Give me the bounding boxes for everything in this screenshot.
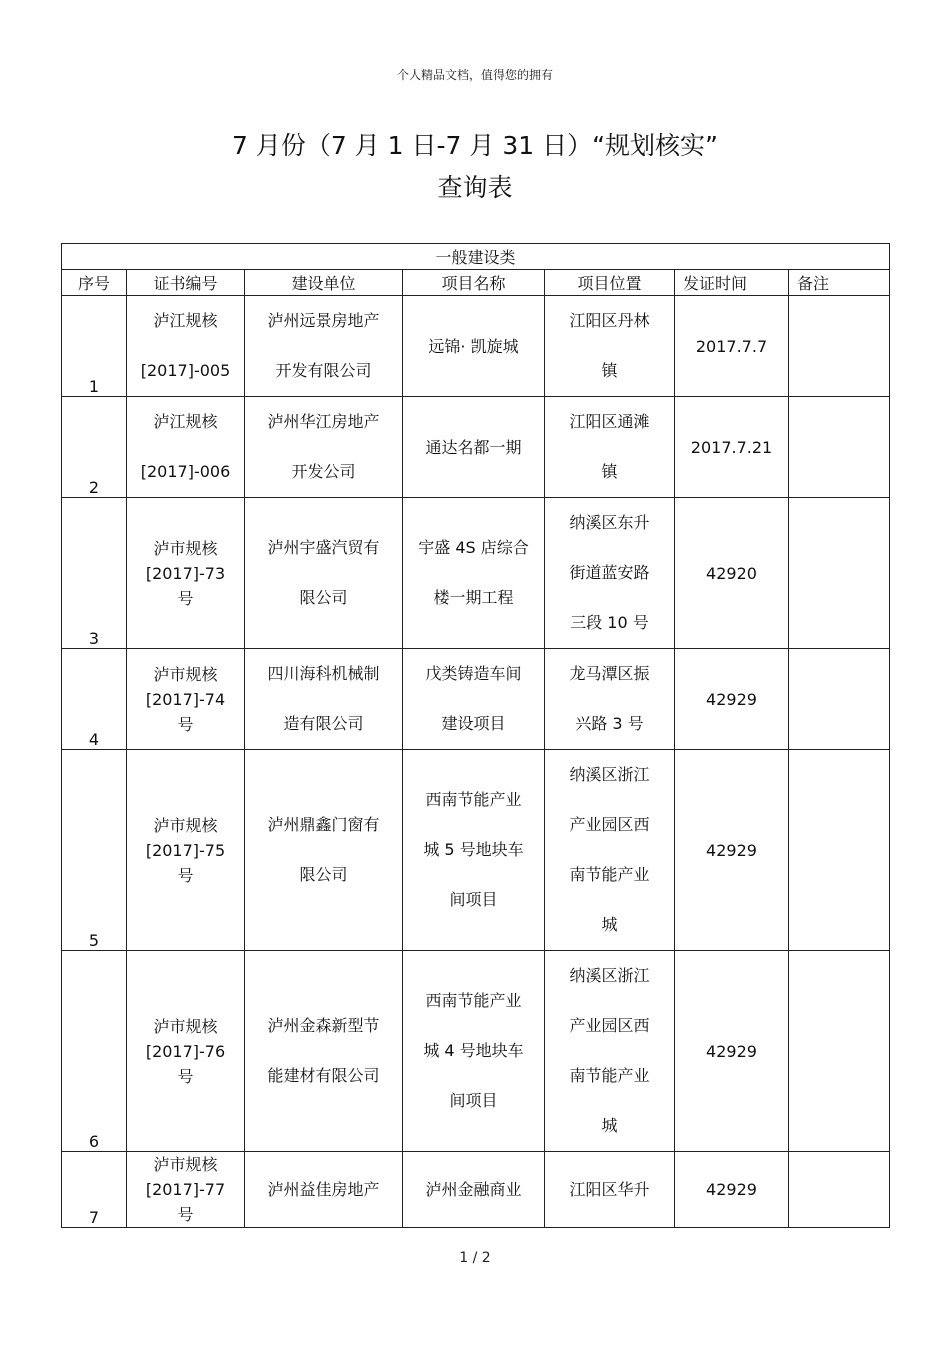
title-line-1: 7 月份（7 月 1 日-7 月 31 日）“规划核实” (232, 131, 718, 160)
cell-unit-line: 泸州金森新型节 (267, 1016, 380, 1035)
cell-date: 42929 (675, 951, 789, 1152)
cell-location-line: 纳溪区东升 (569, 513, 650, 532)
cell-project-line: 戊类铸造车间 (425, 664, 522, 683)
cell-unit-line: 泸州华江房地产 (267, 412, 380, 431)
cell-location (545, 750, 675, 951)
cell-location-line: 产业园区西 (569, 815, 650, 834)
col-header-seq: 序号 (62, 270, 127, 296)
cell-location-line: 镇 (601, 462, 618, 481)
table-body (62, 296, 890, 1228)
cell-seq: 7 (62, 1152, 127, 1228)
cell-project (403, 397, 545, 498)
cell-location (545, 1152, 675, 1228)
cell-unit-line: 泸州鼎鑫门窗有 (267, 815, 380, 834)
cell-project-line: 城 4 号地块车 (423, 1041, 524, 1060)
cell-location (545, 649, 675, 750)
title-line-2: 查询表 (437, 173, 513, 202)
cell-project-line: 宇盛 4S 店综合 (418, 538, 529, 557)
cell-note (789, 951, 890, 1152)
cell-unit-line: 泸州宇盛汽贸有 (267, 538, 380, 557)
cell-note (789, 649, 890, 750)
cell-unit-line: 四川海科机械制 (267, 664, 380, 683)
cell-unit-line: 造有限公司 (283, 714, 364, 733)
cell-cert-line: 泸市规核 (153, 538, 218, 558)
cell-project-line: 建设项目 (441, 714, 506, 733)
cell-cert-line: [2017]-006 (140, 462, 231, 481)
table-row (62, 750, 890, 951)
cell-cert-line: 号 (177, 588, 194, 608)
cell-location (545, 296, 675, 397)
cell-location (545, 397, 675, 498)
cell-project (403, 649, 545, 750)
cell-unit (245, 649, 403, 750)
col-header-cert: 证书编号 (127, 270, 245, 296)
cell-seq: 3 (62, 498, 127, 649)
table-row (62, 397, 890, 498)
cell-project-line: 间项目 (449, 890, 498, 909)
cell-location-line: 镇 (601, 361, 618, 380)
cell-cert-line: 泸市规核 (153, 815, 218, 835)
cell-cert-line: 泸市规核 (153, 1155, 218, 1174)
cell-location-line: 产业园区西 (569, 1016, 650, 1035)
cell-cert-line: 号 (177, 1205, 194, 1224)
cell-unit (245, 296, 403, 397)
page-title (0, 125, 950, 209)
cell-unit-line: 开发公司 (291, 462, 356, 481)
cell-project (403, 750, 545, 951)
cell-location-line: 三段 10 号 (570, 613, 649, 632)
col-header-note: 备注 (789, 270, 890, 296)
cell-cert-line: [2017]-73 (145, 563, 226, 583)
cell-project (403, 498, 545, 649)
cell-location-line: 纳溪区浙江 (569, 765, 650, 784)
cell-project-line: 西南节能产业 (425, 790, 522, 809)
cell-cert (127, 1152, 245, 1228)
cell-project-line: 通达名都一期 (425, 437, 522, 457)
table-row (62, 951, 890, 1152)
cell-unit-line: 泸州益佳房地产 (267, 1180, 380, 1199)
cell-unit-line: 开发有限公司 (275, 361, 372, 380)
cell-unit-line: 限公司 (299, 588, 348, 607)
col-header-date: 发证时间 (675, 270, 789, 296)
cell-cert (127, 296, 245, 397)
cell-unit (245, 750, 403, 951)
cell-cert-line: [2017]-74 (145, 689, 226, 709)
cell-unit-line: 能建材有限公司 (267, 1066, 380, 1085)
cell-location (545, 951, 675, 1152)
cell-cert-line: [2017]-76 (145, 1041, 226, 1061)
cell-project (403, 951, 545, 1152)
cell-location-line: 江阳区华升 (569, 1180, 650, 1199)
cell-date: 42929 (675, 750, 789, 951)
cell-note (789, 296, 890, 397)
table-row (62, 498, 890, 649)
cell-location-line: 纳溪区浙江 (569, 966, 650, 985)
cell-date: 42920 (675, 498, 789, 649)
cell-seq: 6 (62, 951, 127, 1152)
table-row (62, 649, 890, 750)
cell-cert-line: 号 (177, 1066, 194, 1086)
records-table (61, 243, 890, 1228)
cell-note (789, 397, 890, 498)
cell-cert-line: 泸江规核 (153, 311, 218, 330)
cell-location-line: 城 (601, 915, 618, 934)
cell-note (789, 498, 890, 649)
cell-seq: 2 (62, 397, 127, 498)
cell-cert-line: 号 (177, 865, 194, 885)
cell-date: 2017.7.7 (675, 296, 789, 397)
cell-cert (127, 498, 245, 649)
cell-seq: 1 (62, 296, 127, 397)
cell-location-line: 街道蓝安路 (569, 563, 650, 582)
cell-project-line: 远锦· 凯旋城 (428, 336, 519, 356)
cell-cert-line: [2017]-005 (140, 361, 231, 380)
cell-date: 2017.7.21 (675, 397, 789, 498)
cell-project-line: 泸州金融商业 (425, 1180, 522, 1199)
cell-location-line: 南节能产业 (569, 1066, 650, 1085)
cell-unit (245, 951, 403, 1152)
cell-cert-line: 泸市规核 (153, 664, 218, 684)
cell-location (545, 498, 675, 649)
cell-project (403, 296, 545, 397)
cell-cert-line: 号 (177, 714, 194, 734)
cell-unit-line: 泸州远景房地产 (267, 311, 380, 330)
cell-project (403, 1152, 545, 1228)
col-header-project: 项目名称 (403, 270, 545, 296)
cell-cert (127, 397, 245, 498)
cell-unit-line: 限公司 (299, 865, 348, 884)
category-header: 一般建设类 (62, 244, 890, 270)
cell-project-line: 西南节能产业 (425, 991, 522, 1010)
cell-cert (127, 750, 245, 951)
cell-note (789, 1152, 890, 1228)
table-row (62, 296, 890, 397)
cell-cert-line: [2017]-77 (145, 1180, 226, 1199)
cell-date: 42929 (675, 1152, 789, 1228)
cell-unit (245, 498, 403, 649)
cell-location-line: 江阳区通滩 (569, 412, 650, 431)
page-number: 1 / 2 (459, 1250, 491, 1266)
cell-project-line: 城 5 号地块车 (423, 840, 524, 859)
column-header-row (62, 270, 890, 296)
cell-project-line: 间项目 (449, 1091, 498, 1110)
header-note: 个人精品文档，值得您的拥有 (396, 68, 553, 82)
cell-location-line: 兴路 3 号 (575, 714, 644, 733)
cell-location-line: 城 (601, 1116, 618, 1135)
col-header-location: 项目位置 (545, 270, 675, 296)
cell-project-line: 楼一期工程 (433, 588, 514, 607)
cell-cert-line: 泸江规核 (153, 412, 218, 431)
cell-date: 42929 (675, 649, 789, 750)
cell-unit (245, 1152, 403, 1228)
col-header-unit: 建设单位 (245, 270, 403, 296)
cell-unit (245, 397, 403, 498)
cell-location-line: 南节能产业 (569, 865, 650, 884)
cell-seq: 4 (62, 649, 127, 750)
cell-location-line: 江阳区丹林 (569, 311, 650, 330)
cell-location-line: 龙马潭区振 (569, 664, 650, 683)
table-row (62, 1152, 890, 1228)
cell-note (789, 750, 890, 951)
cell-seq: 5 (62, 750, 127, 951)
cell-cert-line: [2017]-75 (145, 840, 226, 860)
cell-cert-line: 泸市规核 (153, 1016, 218, 1036)
cell-cert (127, 951, 245, 1152)
cell-cert (127, 649, 245, 750)
